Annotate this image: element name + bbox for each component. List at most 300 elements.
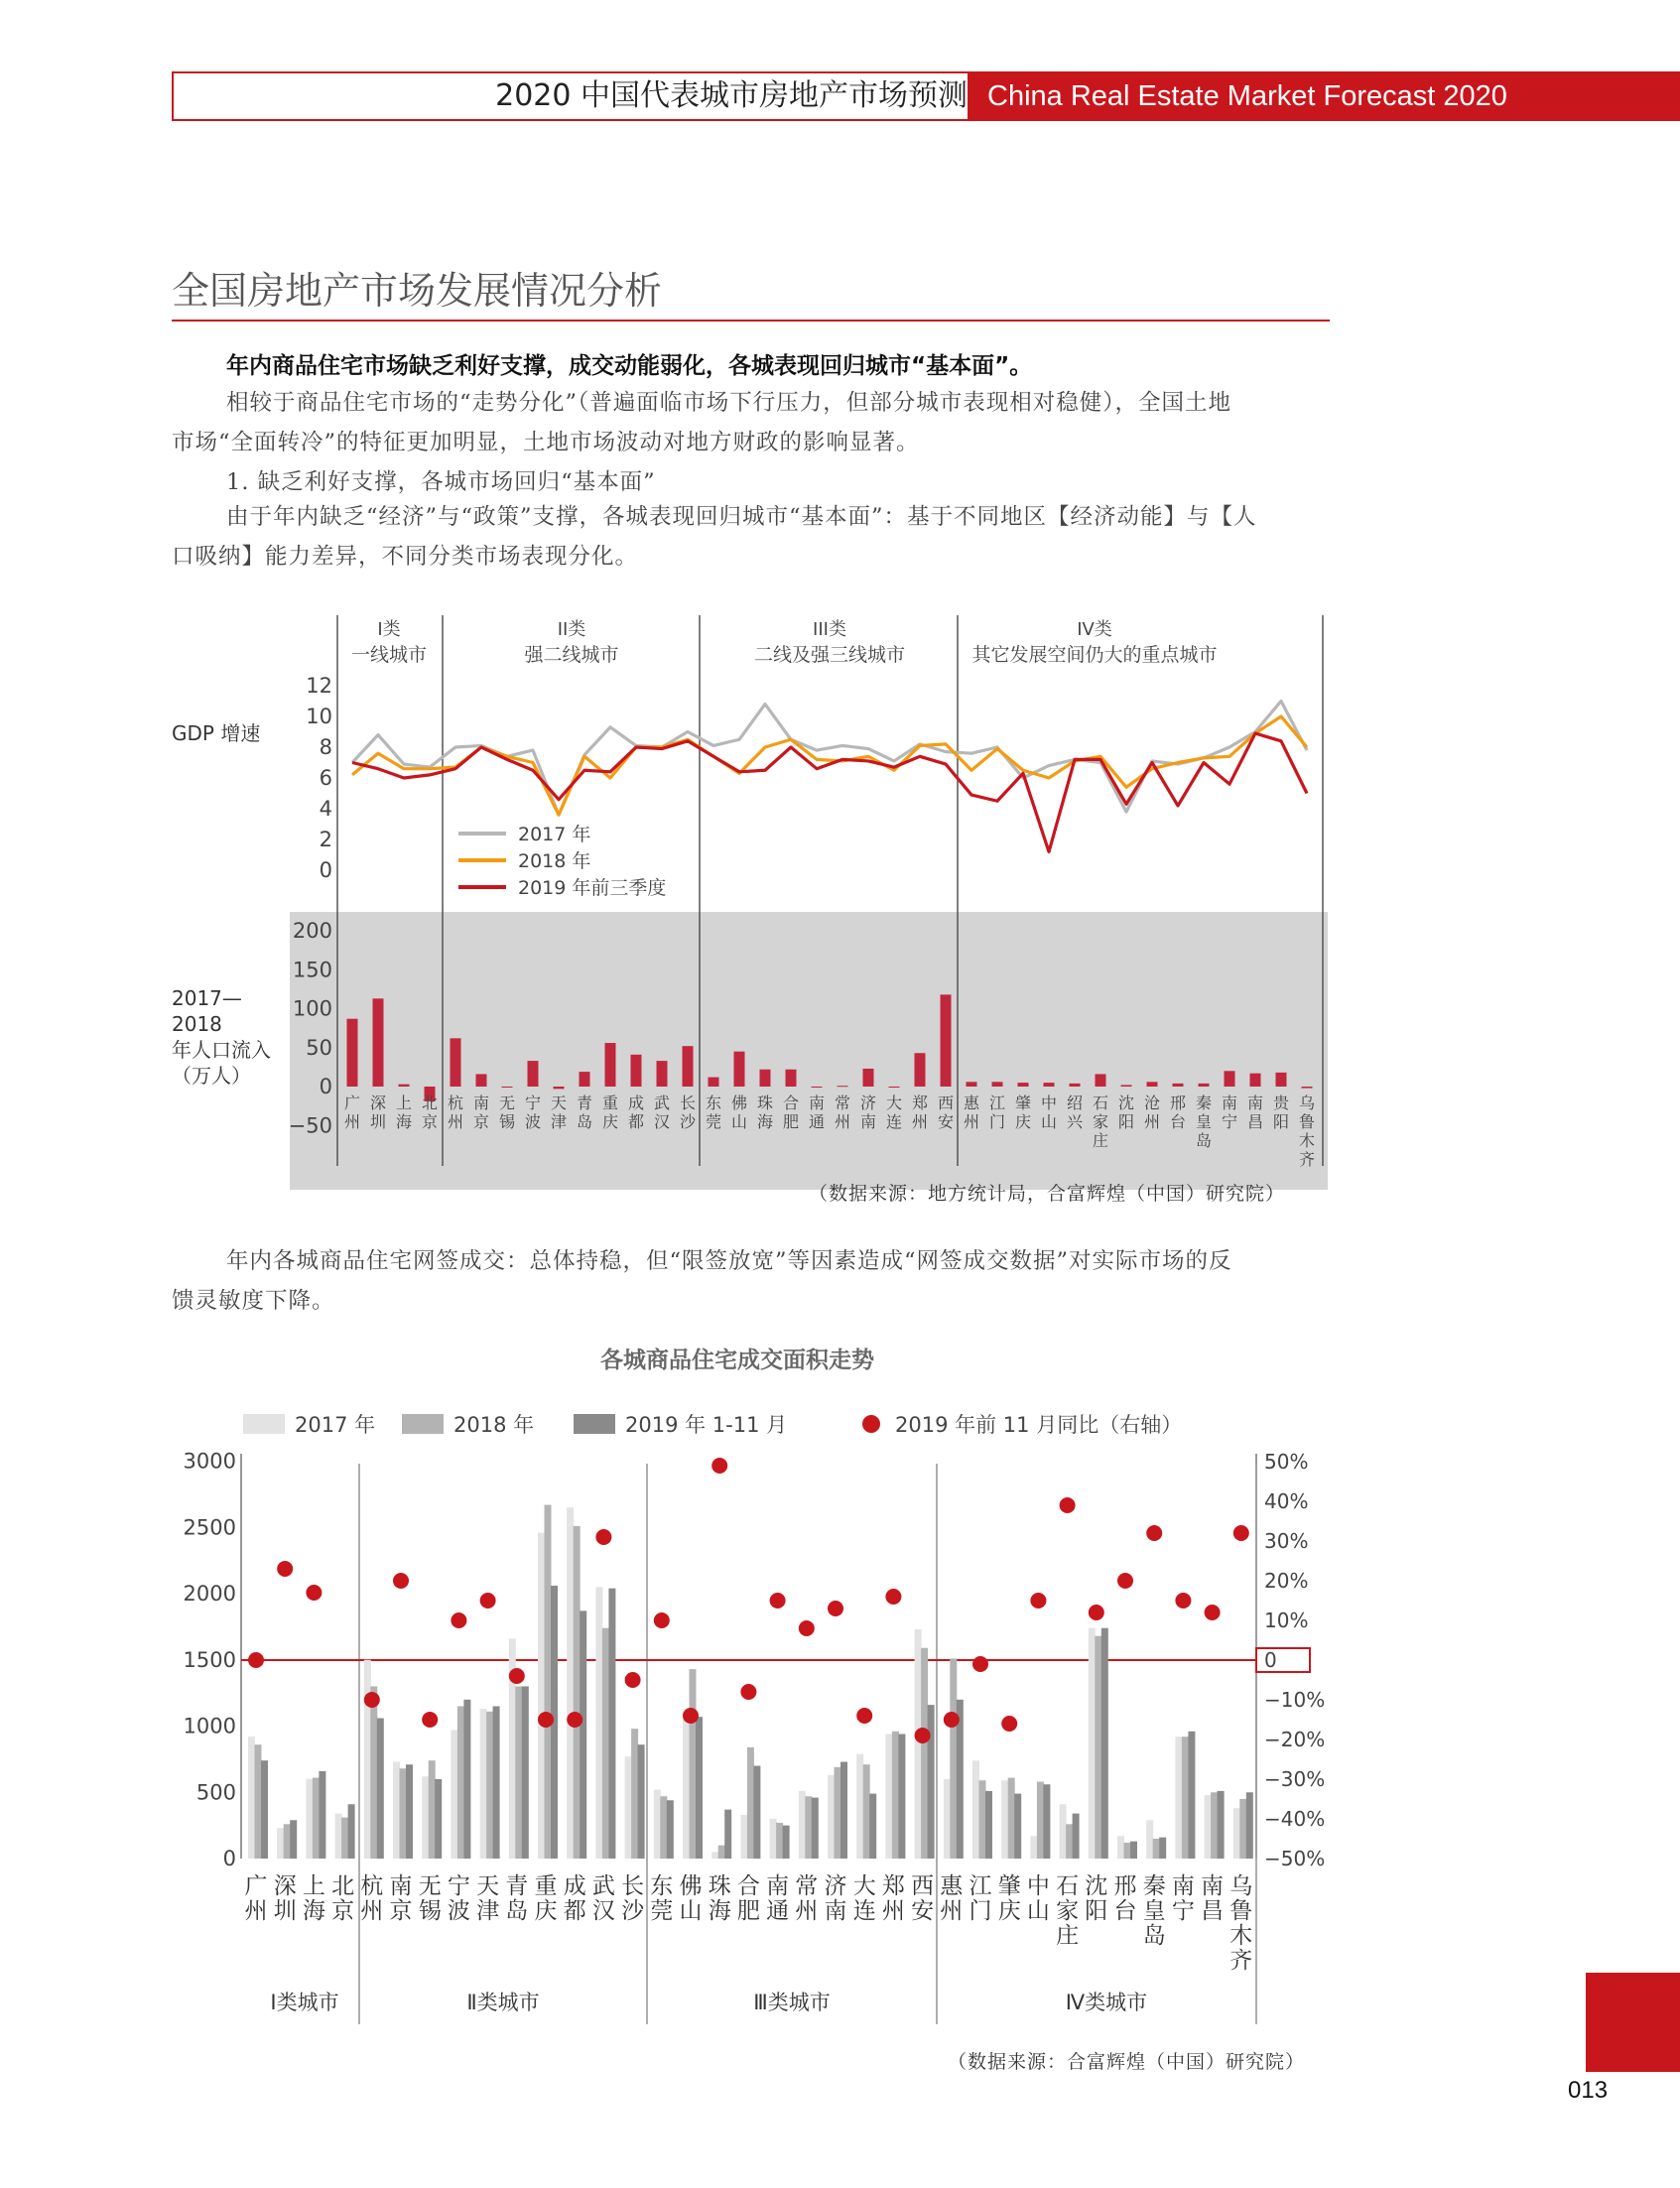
area-x-tick: 宁: [1171, 1898, 1195, 1924]
area-bar: [422, 1776, 429, 1859]
area-x-tick: 海: [708, 1898, 731, 1924]
area-x-tick: 上: [302, 1873, 325, 1899]
population-x-tick: 南: [472, 1094, 490, 1112]
right-y-tick: 20%: [1264, 1569, 1309, 1593]
area-x-tick: 庆: [534, 1898, 558, 1924]
header-title-cn: 2020 中国代表城市房地产市场预测: [495, 78, 968, 113]
population-x-tick: 无: [498, 1094, 516, 1112]
paragraph-1-line-2: 市场“全面转冷”的特征更加明显，土地市场波动对地方财政的影响显著。: [172, 430, 920, 455]
page-corner-tab: [1586, 1973, 1680, 2072]
area-bar: [1159, 1838, 1166, 1859]
area-bar: [1188, 1732, 1195, 1859]
area-bar: [660, 1796, 667, 1859]
area-x-tick: 大: [852, 1873, 876, 1899]
population-x-tick: 海: [756, 1112, 774, 1131]
population-x-tick: 佛: [730, 1094, 748, 1112]
population-x-tick: 秦: [1195, 1094, 1213, 1112]
area-x-tick: 山: [679, 1898, 703, 1924]
area-bar: [835, 1767, 841, 1859]
area-x-tick: 青: [505, 1873, 529, 1899]
yoy-growth-dot: [683, 1708, 699, 1724]
population-bar: [1070, 1084, 1081, 1087]
area-bar: [1182, 1737, 1189, 1859]
area-bar: [463, 1700, 470, 1859]
population-x-tick: 木: [1298, 1131, 1316, 1150]
area-bar: [608, 1589, 615, 1859]
population-bar: [580, 1072, 590, 1087]
population-x-tick: 天: [550, 1094, 568, 1112]
section-divider: [172, 320, 1330, 322]
area-x-tick: 江: [969, 1873, 992, 1899]
source-note-2: （数据来源：合富辉煌（中国）研究院）: [948, 2051, 1306, 2073]
right-y-tick: −20%: [1264, 1728, 1326, 1751]
yoy-growth-dot: [393, 1573, 409, 1589]
area-x-tick: 南: [824, 1898, 847, 1924]
area-bar: [406, 1764, 413, 1859]
yoy-growth-dot: [1030, 1593, 1046, 1609]
area-x-tick: 无: [418, 1873, 442, 1899]
paragraph-4-line-1: 年内各城商品住宅网签成交：总体持稳，但“限签放宽”等因素造成“网签成交数据”对实际市场的反: [226, 1248, 1232, 1274]
population-chart-background: [290, 912, 1328, 1190]
area-bar: [1030, 1836, 1037, 1859]
population-x-tick: 通: [808, 1112, 826, 1131]
population-bar: [734, 1052, 745, 1087]
population-x-tick: 连: [885, 1112, 903, 1131]
population-y-axis-title: 年人口流入: [172, 1038, 271, 1062]
yoy-growth-dot: [944, 1712, 960, 1728]
area-x-tick: 鲁: [1229, 1898, 1253, 1924]
population-y-axis-title: 2017—: [172, 986, 242, 1010]
gdp-legend-label: 2018 年: [518, 850, 591, 872]
area-bar: [979, 1780, 986, 1859]
left-y-tick: 500: [195, 1780, 236, 1805]
area-bar: [595, 1587, 602, 1859]
area-bar: [370, 1686, 377, 1859]
population-bar: [709, 1078, 719, 1087]
area-bar: [812, 1798, 819, 1859]
area-x-tick: 南: [389, 1873, 413, 1899]
left-y-tick: 3000: [183, 1449, 236, 1474]
population-x-tick: 南: [859, 1112, 877, 1131]
area-x-tick: 邢: [1113, 1873, 1137, 1899]
group-label: Ⅲ类城市: [753, 1991, 831, 2014]
population-bar: [1173, 1084, 1184, 1087]
left-y-tick: 1500: [183, 1647, 236, 1672]
population-x-tick: 州: [447, 1112, 464, 1131]
population-x-tick: 南: [1221, 1094, 1238, 1112]
area-bar: [885, 1735, 892, 1859]
area-bar: [972, 1760, 979, 1859]
area-x-tick: 汉: [591, 1898, 615, 1924]
area-x-tick: 佛: [679, 1873, 703, 1899]
population-bar: [1018, 1083, 1029, 1087]
area-bar: [718, 1846, 725, 1859]
area-bar: [1124, 1843, 1131, 1859]
area-bar: [863, 1764, 870, 1859]
area-bar: [313, 1778, 320, 1859]
group-roman-label: II类: [557, 619, 586, 640]
area-bar: [1117, 1836, 1124, 1859]
area-x-tick: 州: [795, 1898, 819, 1924]
area-bar: [1246, 1792, 1253, 1859]
population-x-tick: 南: [1246, 1094, 1264, 1112]
paragraph-1-line-1: 相较于商品住宅市场的“走势分化”（普遍面临市场下行压力，但部分城市表现相对稳健），全国土地: [226, 390, 1232, 416]
area-x-tick: 齐: [1229, 1948, 1253, 1974]
group-roman-label: III类: [813, 619, 846, 640]
group-label: Ⅰ类城市: [270, 1991, 339, 2014]
chart-title: 各城商品住宅成交面积走势: [600, 1348, 874, 1373]
yoy-growth-dot: [1001, 1716, 1017, 1732]
population-x-tick: 宁: [524, 1094, 542, 1112]
area-bar: [574, 1526, 581, 1859]
population-bar: [1199, 1084, 1210, 1087]
area-x-tick: 南: [1201, 1873, 1225, 1899]
gdp-y-tick: 6: [319, 766, 332, 790]
area-x-tick: 西: [911, 1873, 935, 1899]
area-bar: [776, 1823, 783, 1859]
group-name-label: 其它发展空间仍大的重点城市: [971, 644, 1218, 666]
right-y-tick: 50%: [1264, 1450, 1309, 1474]
area-bar: [306, 1779, 313, 1859]
population-x-tick: 山: [730, 1112, 748, 1131]
area-bar: [631, 1729, 638, 1859]
yoy-growth-dot: [711, 1458, 727, 1474]
dot-legend-label: 2019 年前 11 月同比（右轴）: [895, 1413, 1183, 1437]
area-bar: [928, 1705, 935, 1859]
left-y-tick: 2000: [183, 1582, 236, 1606]
lead-paragraph: 年内商品住宅市场缺乏利好支撑，成交动能弱化，各城表现回归城市“基本面”。: [226, 353, 1033, 379]
population-x-tick: 门: [988, 1112, 1006, 1131]
population-y-tick: 0: [319, 1075, 332, 1098]
population-y-axis-title: 2018: [172, 1012, 222, 1036]
area-bar: [393, 1762, 400, 1859]
transaction-area-chart: [159, 1335, 1350, 2029]
population-x-tick: 肇: [1014, 1094, 1032, 1112]
population-x-tick: 广: [343, 1094, 361, 1112]
right-y-tick: 40%: [1264, 1489, 1309, 1513]
population-x-tick: 重: [601, 1094, 619, 1112]
area-bar: [486, 1712, 493, 1859]
yoy-growth-dot: [595, 1529, 611, 1545]
population-x-tick: 圳: [369, 1112, 387, 1131]
right-y-tick: −40%: [1264, 1807, 1326, 1831]
population-bar: [528, 1061, 539, 1087]
area-x-tick: 阳: [1085, 1898, 1108, 1924]
area-bar: [892, 1732, 899, 1859]
population-x-tick: 邢: [1169, 1094, 1187, 1112]
area-bar: [1130, 1842, 1137, 1859]
area-x-tick: 津: [476, 1898, 500, 1924]
yoy-growth-dot: [915, 1728, 931, 1743]
population-bar: [1276, 1073, 1287, 1087]
population-x-tick: 阳: [1117, 1112, 1135, 1131]
area-bar: [921, 1648, 928, 1859]
area-bar: [985, 1791, 992, 1859]
area-bar: [435, 1779, 442, 1859]
gdp-y-tick: 4: [319, 797, 332, 821]
group-name-label: 一线城市: [350, 644, 428, 666]
yoy-growth-dot: [740, 1684, 756, 1700]
area-bar: [277, 1828, 284, 1859]
gdp-y-tick: 10: [306, 705, 332, 728]
area-x-tick: 南: [766, 1873, 790, 1899]
population-x-tick: 皇: [1195, 1112, 1213, 1131]
yoy-growth-dot: [885, 1589, 901, 1605]
area-bar: [602, 1628, 609, 1859]
population-bar: [1302, 1087, 1313, 1089]
bar-legend-swatch: [243, 1414, 285, 1434]
population-x-tick: 波: [524, 1112, 542, 1131]
population-x-tick: 武: [653, 1094, 671, 1112]
population-x-tick: 惠: [963, 1094, 980, 1112]
right-y-tick: 10%: [1264, 1609, 1309, 1632]
area-x-tick: 东: [650, 1873, 674, 1899]
area-x-tick: 锡: [418, 1898, 442, 1924]
population-x-tick: 鲁: [1298, 1112, 1316, 1131]
area-bar: [1153, 1839, 1160, 1859]
population-x-tick: 中: [1040, 1094, 1058, 1112]
area-bar: [747, 1747, 754, 1859]
population-x-tick: 江: [988, 1094, 1006, 1112]
area-bar: [364, 1660, 371, 1859]
area-bar: [690, 1669, 697, 1859]
area-x-tick: 肇: [997, 1873, 1021, 1899]
right-y-tick: −30%: [1264, 1767, 1326, 1791]
area-x-tick: 深: [273, 1873, 297, 1899]
area-bar: [711, 1852, 718, 1859]
area-x-tick: 重: [534, 1873, 558, 1899]
yoy-growth-dot: [277, 1561, 293, 1577]
population-x-tick: 北: [421, 1094, 439, 1112]
area-bar: [538, 1533, 545, 1859]
area-x-tick: 京: [331, 1898, 355, 1924]
yoy-growth-dot: [422, 1712, 438, 1728]
group-label: Ⅱ类城市: [466, 1991, 540, 2014]
yoy-growth-dot: [828, 1601, 843, 1616]
population-bar: [786, 1070, 797, 1087]
area-x-tick: 北: [331, 1873, 355, 1899]
area-bar: [580, 1610, 586, 1859]
yoy-growth-dot: [451, 1612, 466, 1628]
paragraph-3-line-2: 口吸纳】能力差异，不同分类市场表现分化。: [172, 544, 639, 570]
area-x-tick: 天: [476, 1873, 500, 1899]
area-bar: [1014, 1794, 1021, 1859]
area-bar: [567, 1507, 574, 1859]
area-x-tick: 圳: [273, 1898, 297, 1924]
area-bar: [724, 1810, 731, 1859]
area-bar: [683, 1718, 690, 1859]
population-x-tick: 山: [1040, 1112, 1058, 1131]
area-bar: [696, 1717, 703, 1859]
area-x-tick: 成: [563, 1873, 586, 1899]
area-x-tick: 岛: [505, 1898, 529, 1924]
area-bar: [255, 1744, 262, 1859]
population-y-tick: 200: [292, 919, 332, 943]
population-bar: [1147, 1082, 1158, 1087]
population-x-tick: 乌: [1298, 1094, 1316, 1112]
population-x-tick: 珠: [756, 1094, 774, 1112]
gdp-legend-label: 2017 年: [518, 824, 591, 845]
bar-legend-label: 2017 年: [295, 1413, 376, 1437]
area-bar: [1060, 1804, 1067, 1859]
area-x-tick: 都: [563, 1898, 586, 1924]
population-bar: [373, 998, 384, 1087]
gdp-y-axis-title: GDP 增速: [172, 721, 261, 745]
population-x-tick: 郑: [911, 1094, 929, 1112]
population-y-axis-title: （万人）: [172, 1064, 251, 1088]
population-x-tick: 宁: [1221, 1112, 1238, 1131]
group-name-label: 强二线城市: [524, 644, 619, 666]
bar-legend-swatch: [402, 1414, 444, 1434]
yoy-growth-dot: [625, 1672, 641, 1688]
population-x-tick: 合: [782, 1094, 800, 1112]
yoy-growth-dot: [1060, 1497, 1076, 1513]
area-x-tick: 海: [302, 1898, 325, 1924]
area-x-tick: 州: [881, 1898, 905, 1924]
area-bar: [783, 1826, 790, 1859]
area-x-tick: 波: [447, 1898, 470, 1924]
area-x-tick: 庄: [1056, 1923, 1080, 1949]
population-x-tick: 石: [1092, 1094, 1109, 1112]
yoy-growth-dot: [306, 1585, 322, 1601]
area-bar: [1001, 1780, 1008, 1859]
population-x-tick: 津: [550, 1112, 568, 1131]
area-x-tick: 珠: [708, 1873, 731, 1899]
area-x-tick: 乌: [1229, 1873, 1253, 1899]
population-bar: [812, 1087, 823, 1088]
area-bar: [1095, 1636, 1101, 1859]
population-x-tick: 阳: [1272, 1112, 1290, 1131]
area-bar: [1037, 1782, 1044, 1859]
gdp-legend-label: 2019 年前三季度: [518, 877, 667, 899]
yoy-growth-dot: [770, 1593, 786, 1609]
area-bar: [261, 1760, 268, 1859]
area-x-tick: 昌: [1201, 1898, 1225, 1924]
area-bar: [1043, 1784, 1050, 1859]
area-x-tick: 州: [244, 1898, 268, 1924]
population-x-tick: 东: [705, 1094, 722, 1112]
area-x-tick: 莞: [650, 1898, 674, 1924]
gdp-y-tick: 2: [319, 828, 332, 851]
right-y-tick: 30%: [1264, 1529, 1309, 1553]
page-number: 013: [1568, 2077, 1609, 2104]
population-bar: [631, 1055, 642, 1087]
area-bar: [770, 1819, 777, 1859]
paragraph-2: 1. 缺乏利好支撑，各城市场回归“基本面”: [226, 469, 656, 495]
area-bar: [522, 1686, 529, 1859]
gdp-y-tick: 0: [319, 858, 332, 882]
yoy-growth-dot: [856, 1708, 872, 1724]
population-bar: [399, 1085, 410, 1087]
area-x-tick: 秦: [1142, 1873, 1166, 1899]
area-bar: [451, 1731, 457, 1859]
population-bar: [476, 1074, 487, 1087]
area-bar: [1073, 1814, 1080, 1859]
area-bar: [1175, 1737, 1182, 1859]
population-x-tick: 齐: [1298, 1150, 1316, 1169]
population-x-tick: 岛: [576, 1112, 593, 1131]
yoy-growth-dot: [1233, 1525, 1249, 1541]
yoy-growth-dot: [248, 1652, 264, 1668]
population-bar: [554, 1087, 565, 1089]
population-x-tick: 庆: [1014, 1112, 1032, 1131]
population-x-tick: 京: [472, 1112, 490, 1131]
population-y-tick: 50: [306, 1035, 332, 1060]
population-bar: [915, 1053, 926, 1087]
population-x-tick: 沈: [1117, 1094, 1135, 1112]
population-x-tick: 大: [885, 1094, 903, 1112]
population-x-tick: 沧: [1143, 1094, 1161, 1112]
population-x-tick: 庄: [1092, 1131, 1109, 1150]
area-bar: [377, 1718, 384, 1859]
area-bar: [1233, 1808, 1240, 1859]
population-x-tick: 州: [1143, 1112, 1161, 1131]
population-y-tick: 150: [292, 958, 332, 982]
population-bar: [992, 1082, 1003, 1087]
right-y-tick: −10%: [1264, 1688, 1326, 1712]
population-bar: [502, 1087, 513, 1088]
population-x-tick: 青: [576, 1094, 593, 1112]
population-x-tick: 杭: [447, 1094, 464, 1112]
area-bar: [1218, 1791, 1225, 1859]
left-y-tick: 0: [222, 1847, 236, 1870]
yoy-growth-dot: [654, 1612, 670, 1628]
area-x-tick: 安: [911, 1898, 935, 1924]
area-x-tick: 木: [1229, 1923, 1253, 1949]
area-x-tick: 沈: [1085, 1873, 1108, 1899]
yoy-growth-dot: [1205, 1605, 1221, 1620]
population-x-tick: 沙: [679, 1112, 697, 1131]
area-bar: [869, 1794, 876, 1859]
area-x-tick: 家: [1056, 1898, 1080, 1924]
area-x-tick: 州: [940, 1898, 964, 1924]
area-bar: [545, 1505, 552, 1859]
area-bar: [290, 1820, 297, 1859]
yoy-growth-dot: [509, 1668, 525, 1684]
area-x-tick: 通: [766, 1898, 790, 1924]
population-bar: [1225, 1071, 1235, 1087]
area-x-tick: 山: [1026, 1898, 1050, 1924]
area-bar: [740, 1815, 747, 1859]
population-y-tick: 100: [292, 996, 332, 1021]
area-x-tick: 肥: [736, 1898, 760, 1924]
gdp-y-tick: 12: [306, 674, 332, 698]
group-name-label: 二线及强三线城市: [753, 644, 906, 666]
area-x-tick: 皇: [1142, 1898, 1166, 1924]
area-x-tick: 中: [1026, 1873, 1050, 1899]
area-x-tick: 石: [1056, 1873, 1080, 1899]
population-x-tick: 州: [963, 1112, 980, 1131]
bar-legend-label: 2019 年 1-11 月: [625, 1413, 788, 1437]
area-x-tick: 连: [852, 1898, 876, 1924]
population-x-tick: 庆: [601, 1112, 619, 1131]
population-bar: [1096, 1074, 1106, 1087]
population-x-tick: 成: [627, 1094, 645, 1112]
population-bar: [760, 1070, 771, 1087]
population-x-tick: 都: [627, 1112, 645, 1131]
gdp-y-tick: 8: [319, 735, 332, 759]
area-bar: [493, 1706, 500, 1859]
area-x-tick: 济: [824, 1873, 847, 1899]
area-bar: [1101, 1628, 1108, 1859]
population-bar: [967, 1082, 977, 1087]
area-bar: [915, 1629, 922, 1859]
area-bar: [828, 1775, 835, 1859]
population-bar: [683, 1046, 694, 1087]
area-bar: [319, 1771, 325, 1859]
population-bar: [347, 1019, 358, 1087]
right-y-tick: 0: [1264, 1648, 1277, 1672]
